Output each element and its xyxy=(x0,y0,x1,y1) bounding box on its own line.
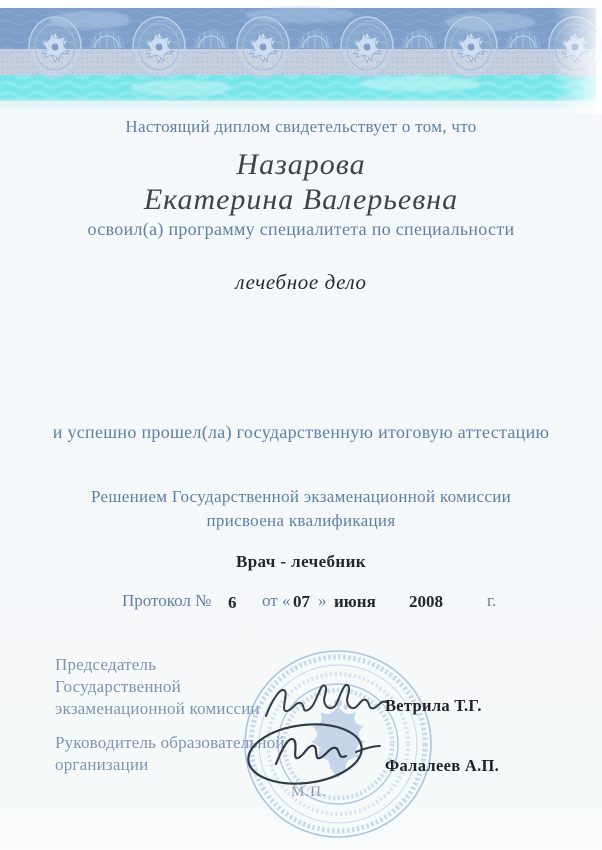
head-name: Фалалеев А.П. xyxy=(385,756,500,775)
signatures-overlay xyxy=(228,648,463,823)
chairman-title-line-3: экзаменационной комиссии xyxy=(55,699,260,718)
head-title-line-2: организации xyxy=(55,755,149,774)
chairman-title-line-2: Государственной xyxy=(55,677,181,696)
protocol-month: июня xyxy=(334,592,376,611)
protocol-year: 2008 xyxy=(409,592,443,611)
qualification-name: Врач - лечебник xyxy=(235,552,367,571)
protocol-quote-close: » xyxy=(318,591,327,610)
holder-last-name: Назарова xyxy=(236,148,366,181)
intro-line: Настоящий диплом свидетельствует о том, что xyxy=(125,117,477,136)
specialty-name: лечебное дело xyxy=(235,270,367,294)
head-signature xyxy=(245,718,380,789)
head-title-line-1: Руководитель образовательной xyxy=(55,733,285,752)
chairman-name: Ветрила Т.Г. xyxy=(385,696,482,715)
protocol-line xyxy=(0,591,602,615)
qualification-intro-line: присвоена квалификация xyxy=(206,511,396,530)
commission-decision-line: Решением Государственной экзаменационной комиссии xyxy=(90,487,512,506)
chairman-signature xyxy=(266,685,386,716)
program-line: освоил(а) программу специалитета по специальности xyxy=(87,219,515,239)
guilloche-banner xyxy=(0,0,602,114)
attestation-line: и успешно прошел(ла) государственную итоговую аттестацию xyxy=(52,422,550,442)
protocol-year-mark: г. xyxy=(487,591,497,610)
chairman-title-line-1: Председатель xyxy=(55,655,157,674)
protocol-label: Протокол № xyxy=(122,591,212,610)
protocol-from: от « xyxy=(262,591,291,610)
seal-place-mark: М.П. xyxy=(291,784,327,800)
holder-first-middle-name: Екатерина Валерьевна xyxy=(143,183,459,216)
protocol-number: 6 xyxy=(228,593,237,612)
protocol-day: 07 xyxy=(293,592,310,611)
